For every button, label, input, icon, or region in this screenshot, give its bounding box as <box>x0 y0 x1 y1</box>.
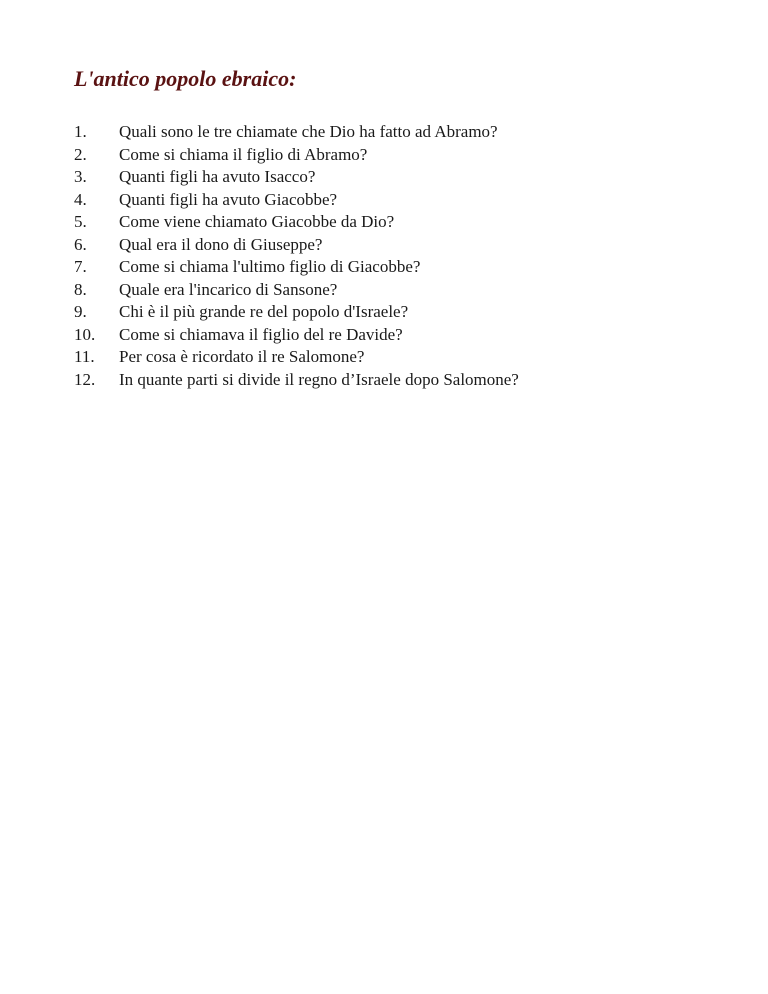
question-item <box>74 189 519 212</box>
question-number: 6. <box>74 234 87 254</box>
question-text: Come si chiamava il figlio del re Davide? <box>119 324 403 344</box>
question-item <box>74 166 519 189</box>
question-item <box>74 144 519 167</box>
question-list <box>74 121 519 391</box>
question-item <box>74 211 519 234</box>
question-number: 5. <box>74 212 87 231</box>
question-item <box>74 234 519 257</box>
question-text: Come viene chiamato Giacobbe da Dio? <box>119 212 395 231</box>
question-item <box>74 369 519 392</box>
question-number: 11. <box>74 347 95 366</box>
question-text: Quanti figli ha avuto Isacco? <box>119 167 316 186</box>
question-number: 7. <box>74 257 87 276</box>
question-item <box>74 324 519 347</box>
question-text: Qual era il dono di Giuseppe? <box>119 234 323 254</box>
question-text: Chi è il più grande re del popolo d'Israele? <box>119 302 409 321</box>
page-title: L'antico popolo ebraico: <box>74 66 297 91</box>
question-number: 12. <box>74 369 96 389</box>
question-number: 9. <box>74 302 87 321</box>
question-item <box>74 256 519 279</box>
question-item <box>74 301 519 324</box>
question-text: Come si chiama il figlio di Abramo? <box>119 144 368 164</box>
question-text: Quanti figli ha avuto Giacobbe? <box>119 189 338 209</box>
question-number: 10. <box>74 324 96 344</box>
question-item <box>74 121 519 144</box>
question-number: 2. <box>74 144 87 164</box>
question-number: 8. <box>74 279 87 299</box>
question-item <box>74 346 519 369</box>
question-text: Quale era l'incarico di Sansone? <box>119 279 338 299</box>
question-text: In quante parti si divide il regno d’Israele dopo Salomone? <box>119 369 519 389</box>
question-text: Come si chiama l'ultimo figlio di Giacobbe? <box>119 257 421 276</box>
question-text: Quali sono le tre chiamate che Dio ha fatto ad Abramo? <box>119 122 498 141</box>
question-number: 3. <box>74 167 87 186</box>
question-number: 4. <box>74 189 87 209</box>
question-number: 1. <box>74 122 87 141</box>
question-text: Per cosa è ricordato il re Salomone? <box>119 347 365 366</box>
question-item <box>74 279 519 302</box>
